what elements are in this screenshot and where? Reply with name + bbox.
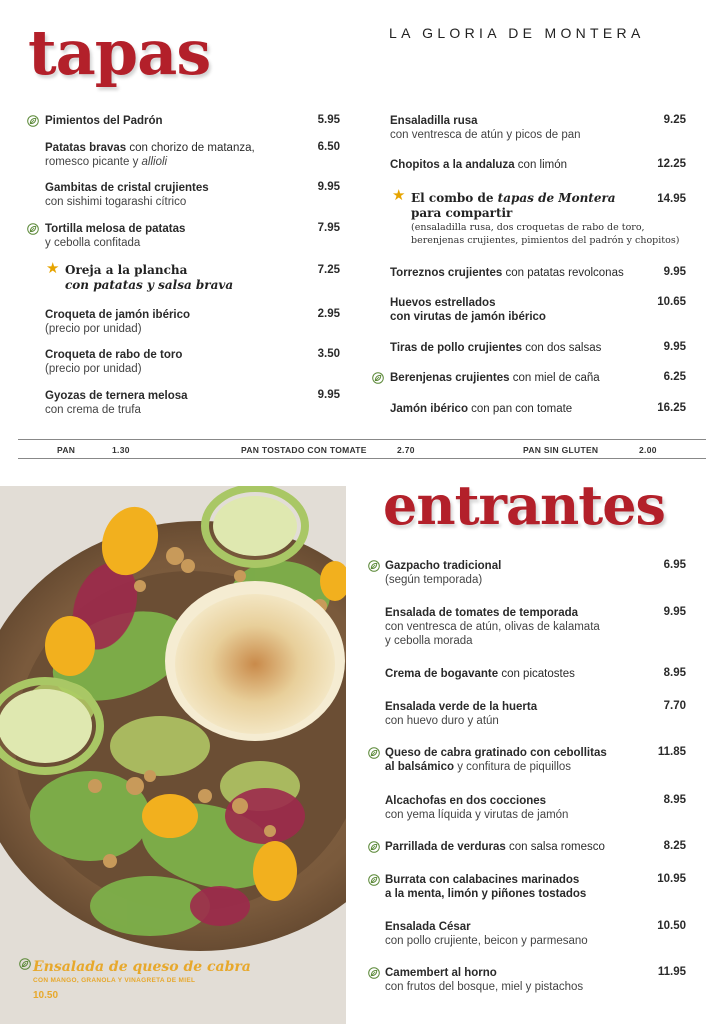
bread-label: PAN TOSTADO CON TOMATE: [241, 445, 367, 455]
item-description: con sishimi togarashi cítrico: [45, 196, 187, 208]
item-description: y confitura de piquillos: [454, 761, 572, 773]
menu-item: [45, 222, 185, 250]
item-description: y cebolla morada: [385, 635, 473, 647]
leaf-icon: [368, 874, 380, 886]
menu-item: [385, 700, 537, 728]
item-description: con pollo crujiente, beicon y parmesano: [385, 935, 588, 947]
bread-price: 2.00: [639, 445, 657, 455]
salad-illustration: [0, 486, 346, 1024]
item-price: 2.95: [317, 308, 340, 320]
bread-label: PAN: [57, 445, 76, 455]
divider-bottom: [18, 458, 706, 459]
item-price: 7.25: [317, 264, 340, 276]
item-name: Ensaladilla rusa: [390, 115, 478, 127]
item-price: 10.50: [657, 920, 686, 932]
item-name: Patatas bravas: [45, 142, 127, 154]
menu-item: [385, 746, 607, 774]
menu-item: [385, 920, 588, 948]
item-name: Burrata con calabacines marinados: [385, 874, 580, 886]
item-description: con yema líquida y virutas de jamón: [385, 809, 569, 821]
item-description: con huevo duro y atún: [385, 715, 499, 727]
item-description: con crema de trufa: [45, 404, 141, 416]
item-price: 9.25: [663, 114, 686, 126]
item-name: Gambitas de cristal crujientes: [45, 182, 209, 194]
menu-item: [390, 341, 601, 355]
item-name-rest: con dos salsas: [522, 342, 602, 354]
item-name: Crema de bogavante: [385, 668, 499, 680]
item-description: (precio por unidad): [45, 323, 142, 335]
item-name: Camembert al horno: [385, 967, 497, 979]
salad-photo: [0, 486, 346, 1024]
item-price: 12.25: [657, 158, 686, 170]
menu-item: [385, 794, 568, 822]
item-price: 16.25: [657, 402, 686, 414]
item-name: Alcachofas en dos cocciones: [385, 795, 547, 807]
star-icon: ★: [392, 187, 406, 204]
item-name-rest: con chorizo de matanza,: [126, 142, 255, 154]
menu-item: [45, 181, 209, 209]
item-name: Gazpacho tradicional: [385, 560, 502, 572]
item-description: romesco picante y: [45, 156, 142, 168]
item-description: con ventresca de atún, olivas de kalamata: [385, 621, 600, 633]
menu-item: [45, 141, 255, 169]
item-name: Queso de cabra gratinado con cebollitas: [385, 747, 607, 759]
bread-price: 1.30: [112, 445, 130, 455]
item-price: 7.95: [317, 222, 340, 234]
leaf-icon: [372, 372, 384, 384]
photo-caption-description: CON MANGO, GRANOLA Y VINAGRETA DE MIEL: [33, 977, 196, 984]
item-name: Croqueta de jamón ibérico: [45, 309, 191, 321]
leaf-icon: [27, 223, 39, 235]
leaf-icon: [19, 958, 31, 970]
item-name-italic: tapas de Montera: [497, 191, 616, 205]
bread-label: PAN SIN GLUTEN: [523, 445, 599, 455]
photo-caption-title: Ensalada de queso de cabra: [33, 959, 251, 975]
item-price: 8.25: [663, 840, 686, 852]
item-price: 6.50: [317, 141, 340, 153]
item-price: 11.85: [657, 746, 686, 758]
item-name: Oreja a la plancha: [65, 263, 188, 277]
menu-item: [385, 606, 600, 648]
item-price: 3.50: [317, 348, 340, 360]
item-name-rest: con patatas revolconas: [502, 267, 624, 279]
item-name-line2: al balsámico: [385, 761, 455, 773]
item-name-rest: con picatostes: [498, 668, 575, 680]
item-price: 8.95: [663, 667, 686, 679]
tapas-title: tapas: [28, 16, 211, 89]
item-description: (según temporada): [385, 574, 483, 586]
item-name: Parrillada de verduras: [385, 841, 506, 853]
item-price: 10.95: [657, 873, 686, 885]
item-name: El combo de: [411, 191, 498, 205]
menu-item: [385, 966, 583, 994]
item-price: 9.95: [663, 606, 686, 618]
item-name: Berenjenas crujientes: [390, 372, 510, 384]
menu-item: [45, 308, 190, 336]
item-price: 9.95: [663, 341, 686, 353]
item-name: Ensalada César: [385, 921, 471, 933]
menu-item: [385, 873, 586, 901]
item-price: 6.95: [663, 559, 686, 571]
item-price: 7.70: [663, 700, 686, 712]
item-price: 9.95: [317, 181, 340, 193]
item-description: berenjenas crujientes, pimientos del padrón y chopitos): [411, 235, 680, 246]
item-description: con ventresca de atún y picos de pan: [390, 129, 581, 141]
item-name: Ensalada verde de la huerta: [385, 701, 538, 713]
menu-item: [65, 263, 233, 293]
item-description: (precio por unidad): [45, 363, 142, 375]
menu-item: [390, 402, 572, 416]
menu-item: [390, 114, 581, 142]
item-name: Gyozas de ternera melosa: [45, 390, 188, 402]
item-price: 5.95: [317, 114, 340, 126]
item-name-line2: para compartir: [411, 206, 513, 220]
divider-top: [18, 439, 706, 440]
item-price: 11.95: [657, 966, 686, 978]
item-name-line2: a la menta, limón y piñones tostados: [385, 888, 587, 900]
item-description: con virutas de jamón ibérico: [390, 311, 546, 323]
item-price: 10.65: [657, 296, 686, 308]
menu-item: [390, 371, 600, 385]
star-icon: ★: [46, 260, 60, 277]
menu-item: [390, 296, 546, 324]
menu-item: [45, 389, 188, 417]
item-name: Huevos estrellados: [390, 297, 496, 309]
item-description: con patatas y salsa brava: [65, 278, 234, 292]
item-price: 14.95: [657, 193, 686, 205]
leaf-icon: [368, 560, 380, 572]
item-price: 9.95: [663, 266, 686, 278]
menu-item: [45, 114, 163, 128]
item-price: 8.95: [663, 794, 686, 806]
leaf-icon: [368, 747, 380, 759]
entrantes-title: entrantes: [383, 473, 665, 537]
menu-item: [385, 559, 501, 587]
item-description-italic: allioli: [141, 156, 168, 168]
menu-item: [385, 667, 575, 681]
menu-item: [390, 158, 567, 172]
item-name-rest: con limón: [514, 159, 568, 171]
item-name-rest: con pan con tomate: [467, 403, 573, 415]
leaf-icon: [368, 967, 380, 979]
item-name: Croqueta de rabo de toro: [45, 349, 183, 361]
item-name-rest: con miel de caña: [509, 372, 600, 384]
item-description: (ensaladilla rusa, dos croquetas de rabo de toro,: [411, 222, 645, 233]
menu-item: [385, 840, 605, 854]
item-description: con frutos del bosque, miel y pistachos: [385, 981, 584, 993]
item-name-rest: con salsa romesco: [505, 841, 605, 853]
leaf-icon: [27, 115, 39, 127]
leaf-icon: [368, 841, 380, 853]
item-name: Tiras de pollo crujientes: [390, 342, 523, 354]
item-name: Torreznos crujientes: [390, 267, 503, 279]
bread-price: 2.70: [397, 445, 415, 455]
item-price: 9.95: [317, 389, 340, 401]
menu-item: [45, 348, 182, 376]
item-name: Chopitos a la andaluza: [390, 159, 515, 171]
item-description: y cebolla confitada: [45, 237, 141, 249]
item-name: Jamón ibérico: [390, 403, 468, 415]
menu-item: [390, 266, 624, 280]
item-name: Pimientos del Padrón: [45, 115, 163, 127]
item-name: Tortilla melosa de patatas: [45, 223, 186, 235]
item-name: Ensalada de tomates de temporada: [385, 607, 579, 619]
brand-name: LA GLORIA DE MONTERA: [389, 25, 645, 41]
item-price: 6.25: [663, 371, 686, 383]
photo-caption-price: 10.50: [33, 990, 59, 1001]
